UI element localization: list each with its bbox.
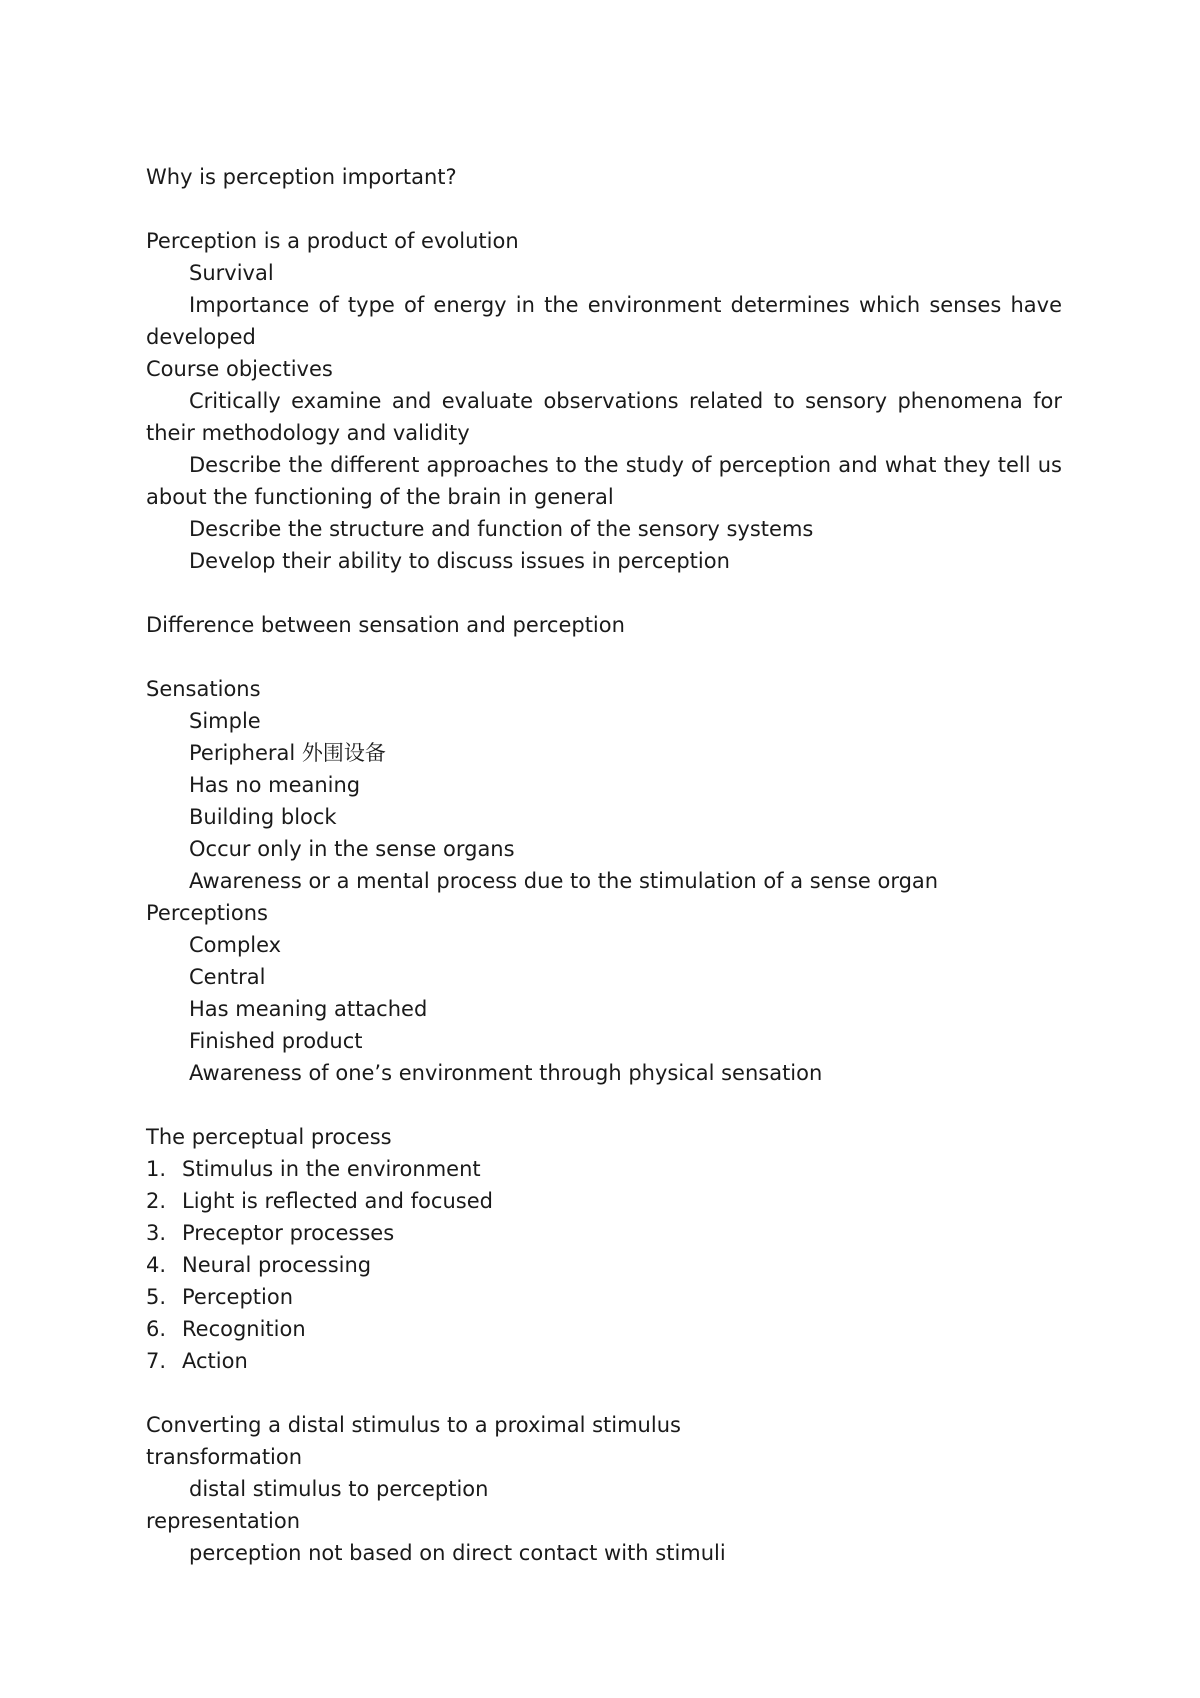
process-step [146, 1217, 1062, 1249]
evolution-heading: Perception is a product of evolution [146, 229, 519, 253]
step-number: 7. [146, 1349, 167, 1373]
spacer [146, 641, 1062, 673]
sensation-item: Peripheral 外围设备 [189, 741, 386, 765]
step-text: Stimulus in the environment [182, 1157, 481, 1181]
transformation-label: transformation [146, 1445, 303, 1469]
perception-item: Central [189, 965, 266, 989]
objective-item: Develop their ability to discuss issues in perception [189, 549, 730, 573]
process-step [146, 1281, 1062, 1313]
sensation-item: Occur only in the sense organs [189, 837, 515, 861]
sensation-item: Awareness or a mental process due to the stimulation of a sense organ [189, 869, 939, 893]
representation-label: representation [146, 1509, 301, 1533]
document-title: Why is perception important? [146, 165, 457, 189]
step-number: 2. [146, 1189, 167, 1213]
representation-detail: perception not based on direct contact with stimuli [189, 1541, 726, 1565]
objective-item: Describe the different approaches to the study of perception and what they tell us about the functioning of the brain in general [146, 453, 1062, 509]
step-number: 4. [146, 1253, 167, 1277]
step-number: 3. [146, 1221, 167, 1245]
perception-item: Awareness of one’s environment through physical sensation [189, 1061, 823, 1085]
sensation-item: Simple [189, 709, 261, 733]
spacer [146, 577, 1062, 609]
step-text: Neural processing [182, 1253, 372, 1277]
step-text: Perception [182, 1285, 294, 1309]
difference-heading: Difference between sensation and perception [146, 613, 625, 637]
process-step [146, 1345, 1062, 1377]
perception-item: Has meaning attached [189, 997, 428, 1021]
step-text: Recognition [182, 1317, 306, 1341]
objective-item: Critically examine and evaluate observations related to sensory phenomena for their methodology and validity [146, 389, 1062, 445]
sensation-item: Has no meaning [189, 773, 361, 797]
step-text: Action [182, 1349, 248, 1373]
process-step [146, 1185, 1062, 1217]
process-step [146, 1153, 1062, 1185]
perception-item: Complex [189, 933, 282, 957]
evolution-item: Survival [189, 261, 274, 285]
sensations-heading: Sensations [146, 677, 261, 701]
converting-heading: Converting a distal stimulus to a proximal stimulus [146, 1413, 681, 1437]
perception-item: Finished product [189, 1029, 363, 1053]
document-page [146, 161, 1062, 1569]
evolution-item: Importance of type of energy in the environment determines which senses have developed [146, 293, 1062, 349]
transformation-detail: distal stimulus to perception [189, 1477, 489, 1501]
spacer [146, 1377, 1062, 1409]
step-number: 5. [146, 1285, 167, 1309]
process-step [146, 1313, 1062, 1345]
objectives-heading: Course objectives [146, 357, 333, 381]
spacer [146, 193, 1062, 225]
process-steps-list [146, 1153, 1062, 1377]
step-text: Light is reflected and focused [182, 1189, 493, 1213]
objective-item: Describe the structure and function of the sensory systems [189, 517, 814, 541]
step-number: 1. [146, 1157, 167, 1181]
spacer [146, 1089, 1062, 1121]
process-step [146, 1249, 1062, 1281]
perceptions-heading: Perceptions [146, 901, 268, 925]
step-number: 6. [146, 1317, 167, 1341]
step-text: Preceptor processes [182, 1221, 395, 1245]
process-heading: The perceptual process [146, 1125, 392, 1149]
sensation-item: Building block [189, 805, 337, 829]
